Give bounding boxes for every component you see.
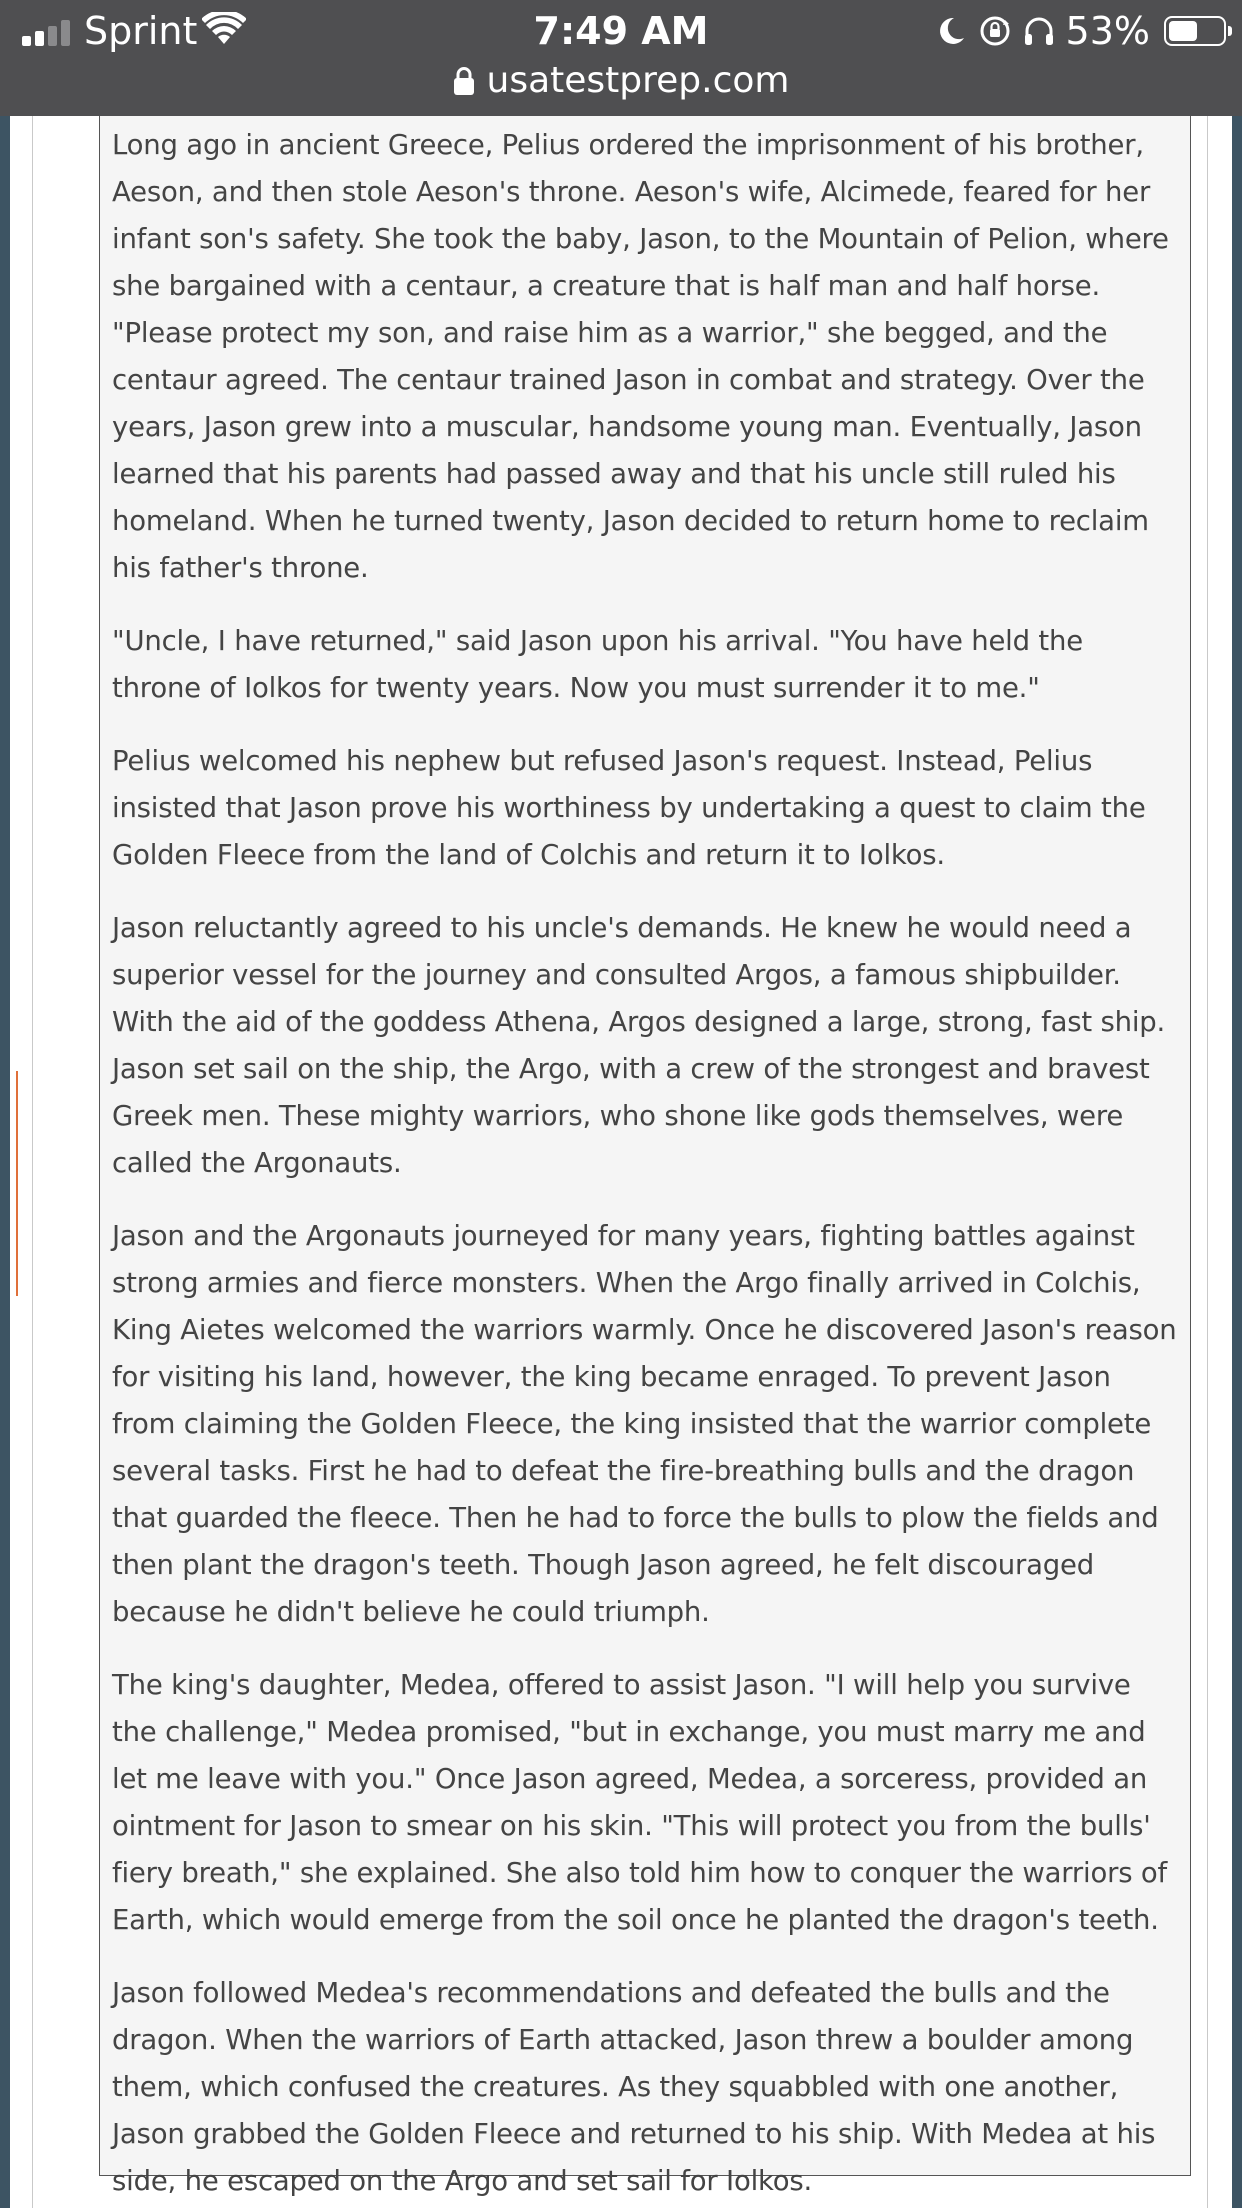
passage-paragraph-1: Long ago in ancient Greece, Pelius ordered the imprisonment of his brother, Aeson, and then stole Aeson's throne. Aeson's wife, Alcimede, feared for her infant son's safety. She took the baby, Jason, to the Mountain of Pelion, where she bargained with a centaur, a creature that is half man and half horse. "Please protect my son, and raise him as a warrior," she begged, and the centaur agreed. The centaur trained Jason in combat and strategy. Over the years, Jason grew into a muscular, handsome young man. Eventually, Jason learned that his parents had passed away and that his uncle still ruled his homeland. When he turned twenty, Jason decided to return home to reclaim his father's throne.: [112, 129, 1169, 584]
passage-paragraph-4: Jason reluctantly agreed to his uncle's demands. He knew he would need a superior vessel for the journey and consulted Argos, a famous shipbuilder. With the aid of the goddess Athena, Argos designed a large, strong, fast ship. Jason set sail on the ship, the Argo, with a crew of the strongest and bravest Greek men. These mighty warriors, who shone like gods themselves, were called the Argonauts.: [112, 912, 1166, 1179]
headphones-icon: [1022, 14, 1056, 48]
battery-terminal: [1228, 26, 1232, 36]
passage-paragraph-6: The king's daughter, Medea, offered to assist Jason. "I will help you survive the challenge," Medea promised, "but in exchange, you must marry me and let me leave with you." Once Jason agreed, Medea, a sorceress, provided an ointment for Jason to smear on his skin. "This will protect you from the bulls' fiery breath," she explained. She also told him how to conquer the warriors of Earth, which would emerge from the soil once he planted the dragon's teeth.: [112, 1669, 1167, 1936]
web-page: [10, 116, 1232, 2208]
passage-paragraph-7: Jason followed Medea's recommendations and defeated the bulls and the dragon. When the warriors of Earth attacked, Jason threw a boulder among them, which confused the creatures. As they squabbled with one another, Jason grabbed the Golden Fleece and returned to his ship. With Medea at his side, he escaped on the Argo and set sail for Iolkos.: [112, 1977, 1156, 2197]
rotation-lock-icon: [978, 14, 1012, 48]
page-url[interactable]: usatestprep.com: [486, 60, 790, 101]
browser-top-bar: [0, 0, 1242, 116]
reading-passage: [99, 116, 1191, 2197]
battery-icon: [1164, 16, 1226, 46]
passage-paragraph-3: Pelius welcomed his nephew but refused Jason's request. Instead, Pelius insisted that Jason prove his worthiness by undertaking a quest to claim the Golden Fleece from the land of Colchis and return it to Iolkos.: [112, 745, 1146, 871]
battery-level-fill: [1169, 21, 1197, 41]
status-indicators: [934, 8, 1226, 54]
carrier-name: Sprint: [84, 9, 198, 53]
status-bar: [0, 0, 1242, 60]
battery-percentage: 53%: [1065, 9, 1150, 53]
passage-paragraph-2: "Uncle, I have returned," said Jason upon his arrival. "You have held the throne of Iolkos for twenty years. Now you must surrender it to me.": [112, 625, 1083, 704]
lock-icon: [453, 66, 475, 96]
do-not-disturb-moon-icon: [934, 14, 968, 48]
passage-paragraph-5: Jason and the Argonauts journeyed for many years, fighting battles against strong armies and fierce monsters. When the Argo finally arrived in Colchis, King Aietes welcomed the warriors warmly. Once he discovered Jason's reason for visiting his land, however, the king became enraged. To prevent Jason from claiming the Golden Fleece, the king insisted that the warrior complete several tasks. First he had to defeat the fire-breathing bulls and the dragon that guarded the fleece. Then he had to force the bulls to plow the fields and then plant the dragon's teeth. Though Jason agreed, he felt discouraged because he didn't believe he could triumph.: [112, 1220, 1177, 1628]
content-container: [32, 116, 1208, 2208]
clock-time: 7:49 AM: [533, 9, 709, 53]
side-drawer-tab[interactable]: [10, 1071, 18, 1296]
address-bar[interactable]: [0, 56, 1242, 106]
